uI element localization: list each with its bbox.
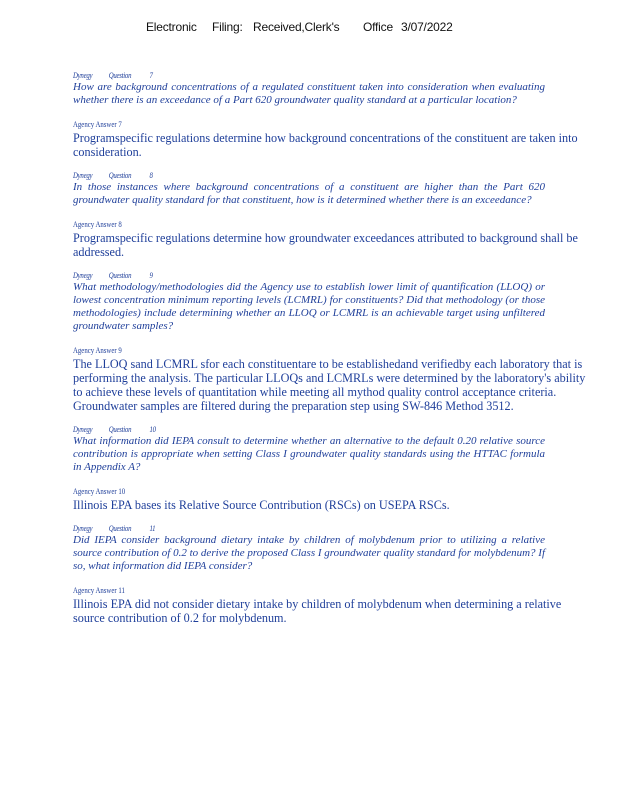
answer-label: Agency Answer 9: [73, 346, 122, 355]
answer-text: The LLOQ sand LCMRL sfor each constituentare to be establishedand verifiedby each laboratory that is performing the analysis. The particular LLOQs and LCMRLs were determined by the laboratory's ability to achieve these levels of quantitation while meeting all mythod quality control acceptance criteria. Groundwater samples are filtered during the preparation step using SW-846 Method 3512.: [73, 357, 586, 413]
question-label-source: Dynegy: [73, 71, 93, 80]
answer-text: Illinois EPA bases its Relative Source Contribution (RSCs) on USEPA RSCs.: [73, 498, 450, 512]
answer-label: Agency Answer 11: [73, 586, 125, 595]
header-word: 3/07/2022: [401, 20, 453, 34]
question-label: [73, 425, 515, 435]
answer-text: Illinois EPA did not consider dietary intake by children of molybdenum when determining a relative source contribution of 0.2 for molybdenum.: [73, 597, 562, 625]
question-label: [73, 271, 515, 281]
qa-item-7: [73, 71, 593, 159]
qa-item-10: [73, 425, 593, 512]
question-label-word: Question: [108, 171, 132, 180]
question-text: Did IEPA consider background dietary intake by children of molybdenum prior to utilizing a relative source contribution of 0.2 to derive the proposed Class I groundwater quality standard for molybdenum? If so, what information did IEPA consider?: [73, 534, 545, 572]
question-label: [73, 524, 515, 534]
qa-item-8: [73, 171, 593, 259]
qa-list: [73, 71, 593, 637]
qa-item-9: [73, 271, 593, 413]
question-label-word: Question: [108, 524, 132, 533]
question-label-word: Question: [108, 271, 132, 280]
question-label: [73, 171, 515, 181]
answer-label: Agency Answer 10: [73, 487, 126, 496]
answer-text: Programspecific regulations determine how background concentrations of the constituent are taken into consideration.: [73, 131, 578, 159]
qa-item-11: [73, 524, 593, 625]
header-word: Electronic: [146, 20, 197, 34]
question-label: [73, 71, 515, 81]
question-label-source: Dynegy: [73, 524, 93, 533]
question-text: What methodology/methodologies did the Agency use to establish lower limit of quantification (LLOQ) or lowest concentration minimum reporting levels (LCMRL) for constituents? Did that methodology (or those methodologies) include determining whether an LLOQ or LCMRL is an achievable target using unfiltered groundwater samples?: [73, 281, 545, 332]
filing-header: [146, 20, 453, 34]
question-number: 8: [149, 171, 153, 180]
question-text: What information did IEPA consult to determine whether an alternative to the default 0.20 relative source contribution is appropriate when setting Class I groundwater quality standards using the HTTAC formula in Appendix A?: [73, 435, 545, 473]
header-word: Received,Clerk's: [253, 20, 340, 34]
question-number: 10: [149, 425, 156, 434]
question-text: In those instances where background concentrations of a constituent are higher than the Part 620 groundwater quality standard for that constituent, how is it determined whether there is an exceedance?: [73, 181, 545, 206]
question-label-source: Dynegy: [73, 425, 93, 434]
answer-label: Agency Answer 7: [73, 120, 122, 129]
question-number: 11: [149, 524, 156, 533]
question-label-word: Question: [108, 71, 132, 80]
question-number: 9: [149, 271, 153, 280]
question-label-source: Dynegy: [73, 271, 93, 280]
answer-text: Programspecific regulations determine how groundwater exceedances attributed to background shall be addressed.: [73, 231, 578, 259]
question-number: 7: [149, 71, 153, 80]
question-label-word: Question: [108, 425, 132, 434]
header-word: Filing:: [212, 20, 243, 34]
question-label-source: Dynegy: [73, 171, 93, 180]
answer-label: Agency Answer 8: [73, 220, 122, 229]
question-text: How are background concentrations of a regulated constituent taken into consideration when evaluating whether there is an exceedance of a Part 620 groundwater quality standard at a particular location?: [73, 81, 545, 106]
header-word: Office: [363, 20, 393, 34]
